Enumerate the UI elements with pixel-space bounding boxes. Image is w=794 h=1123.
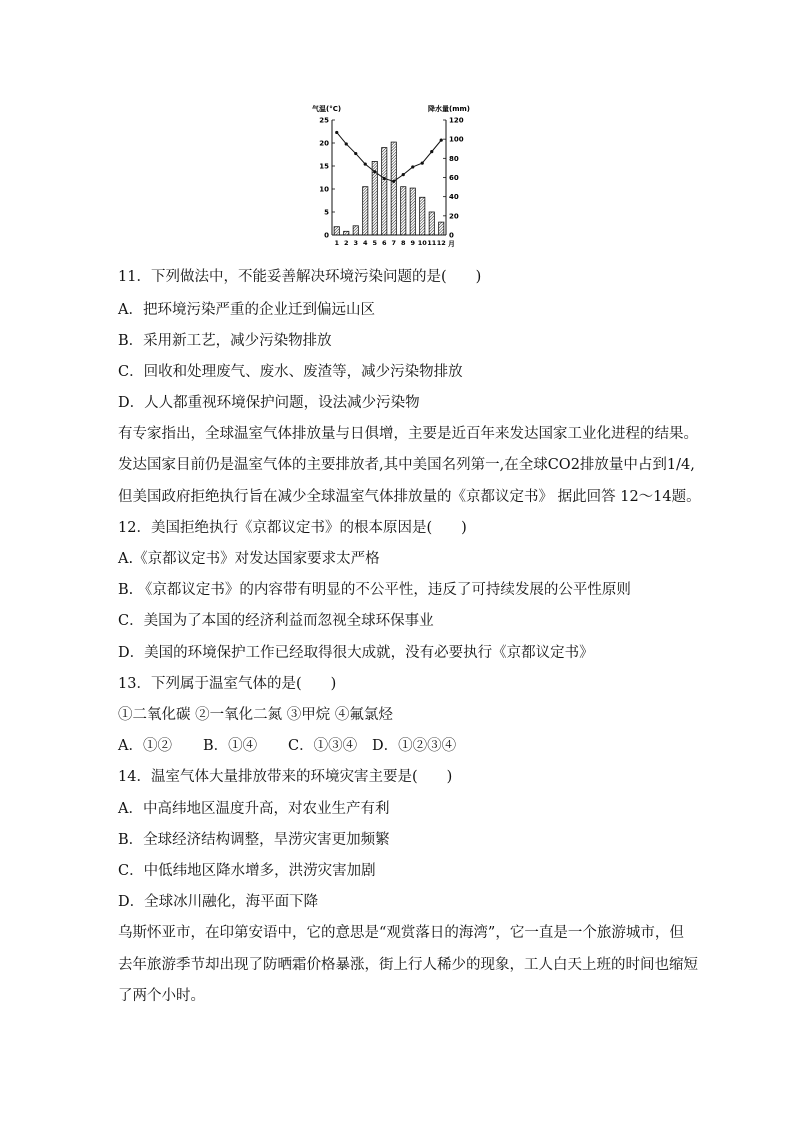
q11-stem: 11．下列做法中，不能妥善解决环境污染问题的是( ) (118, 269, 482, 285)
month-label: 5 (372, 239, 378, 247)
left-tick-label: 0 (324, 231, 329, 240)
q13-option-b: B．①④ (203, 738, 258, 754)
q13-items: ①二氧化碳 ②一氧化二氮 ③甲烷 ④氟氯烃 (118, 707, 393, 723)
q11-option-b: B．采用新工艺，减少污染物排放 (118, 333, 332, 349)
q14-option-d: D．全球冰川融化，海平面下降 (118, 894, 319, 910)
left-tick-label: 10 (319, 185, 329, 194)
temperature-bar (363, 187, 368, 235)
left-tick-label: 25 (319, 116, 329, 125)
q11-option-c: C．回收和处理废气、废水、废渣等，减少污染物排放 (118, 364, 463, 380)
left-tick-label: 5 (324, 208, 329, 217)
month-label: 7 (391, 239, 397, 247)
temperature-bar (344, 231, 349, 235)
left-tick-label: 15 (319, 162, 329, 171)
climate-chart (310, 102, 470, 254)
precipitation-point (421, 162, 424, 165)
right-tick-label: 120 (449, 116, 464, 125)
q12-option-a: A.《京都议定书》对发达国家要求太严格 (118, 551, 380, 567)
month-label: 11 (427, 239, 437, 247)
q12-stem: 12．美国拒绝执行《京都议定书》的根本原因是( ) (118, 520, 467, 536)
right-tick-label: 0 (449, 231, 454, 240)
q14-option-b: B．全球经济结构调整，旱涝灾害更加频繁 (118, 832, 390, 848)
q12-option-c: C．美国为了本国的经济利益而忽视全球环保事业 (118, 613, 434, 629)
temperature-bar (353, 226, 358, 235)
precipitation-point (345, 142, 348, 145)
month-label: 4 (362, 239, 368, 247)
precipitation-point (383, 177, 386, 180)
temperature-bar (410, 188, 415, 235)
left-tick-label: 20 (319, 139, 329, 148)
right-tick-label: 60 (449, 174, 459, 182)
precipitation-axis-label: 降水量(mm) (428, 105, 470, 113)
passage1-line-2: 发达国家目前仍是温室气体的主要排放者,其中美国名列第一,在全球CO2排放量中占到1/4, (118, 457, 695, 473)
precipitation-point (335, 131, 338, 134)
precipitation-point (373, 170, 376, 173)
precipitation-line (337, 132, 442, 181)
temperature-bar (401, 187, 406, 235)
precipitation-point (430, 150, 433, 153)
q13-option-d: D．①②③④ (372, 738, 457, 754)
month-label: 8 (400, 239, 406, 247)
temperature-bar (429, 212, 434, 235)
month-label: 9 (410, 239, 416, 247)
passage2-line-2: 去年旅游季节却出现了防晒霜价格暴涨，街上行人稀少的现象，工人白天上班的时间也缩短 (118, 957, 698, 973)
month-label: 3 (353, 239, 359, 247)
right-tick-label: 80 (449, 154, 459, 163)
passage1-line-3: 但美国政府拒绝执行旨在减少全球温室气体排放量的《京都议定书》 据此回答 12～14题。 (118, 489, 701, 505)
q14-option-a: A．中高纬地区温度升高，对农业生产有利 (118, 801, 390, 817)
temperature-bar (439, 222, 444, 235)
month-label: 12 (436, 239, 446, 247)
passage2-line-3: 了两个小时。 (118, 988, 205, 1004)
q13-option-c: C．①③④ (288, 738, 358, 754)
temperature-bar (382, 148, 387, 235)
temperature-axis-label: 气温(°C) (312, 105, 342, 113)
q11-option-d: D．人人都重视环境保护问题，设法减少污染物 (118, 395, 420, 411)
temperature-bar (420, 197, 425, 235)
q13-option-a: A．①② (118, 738, 172, 754)
right-tick-label: 100 (449, 135, 464, 144)
passage2-line-1: 乌斯怀亚市，在印第安语中，它的意思是“观赏落日的海湾”，它一直是一个旅游城市，但 (118, 925, 684, 941)
right-tick-label: 40 (449, 193, 459, 202)
q12-option-b: B. 《京都议定书》的内容带有明显的不公平性，违反了可持续发展的公平性原则 (118, 582, 631, 598)
month-unit-label: 月 (448, 240, 455, 248)
q12-option-d: D．美国的环境保护工作已经取得很大成就，没有必要执行《京都议定书》 (118, 645, 594, 661)
precipitation-point (364, 162, 367, 165)
month-label: 6 (381, 239, 387, 247)
right-tick-label: 20 (449, 212, 459, 221)
temperature-bar (391, 142, 396, 235)
q14-stem: 14．温室气体大量排放带来的环境灾害主要是( ) (118, 769, 453, 785)
q13-stem: 13．下列属于温室气体的是( ) (118, 676, 337, 692)
q11-option-a: A．把环境污染严重的企业迁到偏远山区 (118, 302, 375, 318)
q13-options (118, 737, 456, 755)
q14-option-c: C．中低纬地区降水增多，洪涝灾害加剧 (118, 863, 376, 879)
precipitation-point (392, 180, 395, 183)
month-label: 1 (334, 239, 340, 247)
precipitation-point (354, 152, 357, 155)
passage1-line-1: 有专家指出，全球温室气体排放量与日俱增，主要是近百年来发达国家工业化进程的结果。 (118, 426, 698, 442)
month-label: 10 (417, 239, 427, 247)
precipitation-point (440, 139, 443, 142)
precipitation-point (402, 173, 405, 176)
temperature-bar (334, 227, 339, 235)
precipitation-point (411, 165, 414, 168)
month-label: 2 (343, 239, 349, 247)
